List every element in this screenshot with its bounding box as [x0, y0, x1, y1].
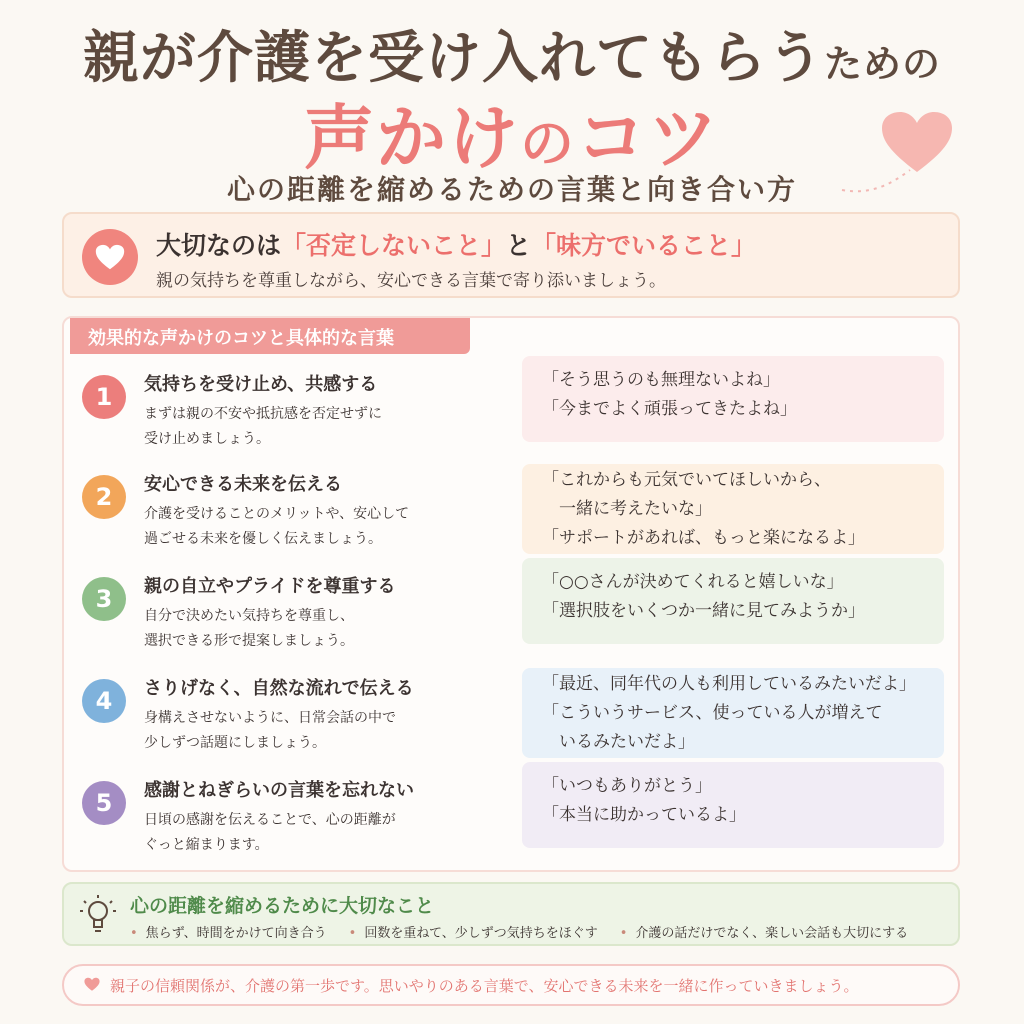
- tip-description: [144, 604, 354, 654]
- tip-description: [144, 402, 382, 452]
- tip-title: 感謝とねぎらいの言葉を忘れない: [144, 780, 414, 801]
- lightbulb-icon: [78, 894, 118, 936]
- example-phrases: 「そう思うのも無理ないよね」 「今までよく頑張ってきたよね」: [522, 356, 944, 442]
- tip-description-line: 日頃の感謝を伝えることで、心の距離が: [144, 812, 396, 828]
- key-message-description: 親の気持ちを尊重しながら、安心できる言葉で寄り添いましょう。: [156, 271, 666, 291]
- tips-section-label: 効果的な声かけのコツと具体的な言葉: [70, 318, 470, 354]
- tip-title: 安心できる未来を伝える: [144, 474, 342, 495]
- tip-number-badge: 1: [82, 375, 126, 419]
- title-accent-mid: の: [520, 112, 576, 175]
- tip-description-line: 過ごせる未来を優しく伝えましょう。: [144, 531, 382, 547]
- key-highlight-2: 「味方でいること」: [531, 231, 757, 260]
- tip-title: 気持ちを受け止め、共感する: [144, 374, 378, 395]
- example-phrases: 「いつもありがとう」 「本当に助かっているよ」: [522, 762, 944, 848]
- tip-row: [80, 674, 946, 766]
- tip-number-badge: 4: [82, 679, 126, 723]
- advice-item: • 焦らず、時間をかけて向き合う: [130, 922, 327, 941]
- title-accent-end: コツ: [576, 97, 720, 179]
- key-message-box: [62, 212, 960, 298]
- tip-number-badge: 5: [82, 781, 126, 825]
- footer-message-box: [62, 964, 960, 1006]
- tip-row: [80, 776, 946, 868]
- key-connector: と: [506, 231, 532, 260]
- tip-description: [144, 808, 396, 858]
- tip-number-badge: 2: [82, 475, 126, 519]
- tip-description: [144, 502, 409, 552]
- advice-item: • 回数を重ねて、少しずつ気持ちをほぐす: [349, 922, 598, 941]
- tip-number-badge: 3: [82, 577, 126, 621]
- heart-icon: [95, 244, 125, 271]
- heart-icon: [880, 110, 954, 176]
- key-prefix: 大切なのは: [156, 231, 282, 260]
- tip-row: [80, 370, 946, 462]
- tip-description-line: ぐっと縮まります。: [144, 837, 269, 853]
- key-highlight-1: 「否定しないこと」: [281, 231, 507, 260]
- tip-description-line: 選択できる形で提案しましょう。: [144, 633, 354, 649]
- advice-item: • 介護の話だけでなく、楽しい会話も大切にする: [620, 922, 908, 941]
- title-suffix: ための: [823, 42, 941, 86]
- example-phrases: 「これからも元気でいてほしいから、 一緒に考えたいな」 「サポートがあれば、もっと楽になるよ」: [522, 464, 944, 554]
- tip-description-line: まずは親の不安や抵抗感を否定せずに: [144, 406, 382, 422]
- tip-title: 親の自立やプライドを尊重する: [144, 576, 396, 597]
- advice-title: 心の距離を縮めるために大切なこと: [130, 895, 435, 917]
- example-phrases: 「○○さんが決めてくれると嬉しいな」 「選択肢をいくつか一緒に見てみようか」: [522, 558, 944, 644]
- heart-icon: [84, 977, 100, 992]
- key-heart-badge: [82, 229, 138, 285]
- title-main: 親が介護を受け入れてもらう: [82, 26, 824, 91]
- footer-text: 親子の信頼関係が、介護の第一歩です。思いやりのある言葉で、安心できる未来を一緒に作っていきましょう。: [110, 977, 859, 995]
- tip-description: [144, 706, 396, 756]
- tip-description-line: 介護を受けることのメリットや、安心して: [144, 506, 410, 522]
- tip-description-line: 少しずつ話題にしましょう。: [144, 735, 326, 751]
- tip-description-line: 身構えさせないように、日常会話の中で: [144, 710, 396, 726]
- tip-description-line: 自分で決めたい気持ちを尊重し、: [144, 608, 354, 624]
- tip-title: さりげなく、自然な流れで伝える: [144, 678, 414, 699]
- page-subtitle: 心の距離を縮めるための言葉と向き合い方: [226, 173, 797, 206]
- example-phrases: 「最近、同年代の人も利用しているみたいだよ」 「こういうサービス、使っている人が増えて いるみたいだよ」: [522, 668, 944, 758]
- tip-description-line: 受け止めましょう。: [144, 431, 270, 447]
- key-message-title: [156, 226, 756, 262]
- tip-row: [80, 572, 946, 664]
- tip-row: [80, 470, 946, 562]
- advice-box: [62, 882, 960, 946]
- advice-list: [130, 922, 908, 941]
- title-accent-main: 声かけ: [304, 97, 520, 179]
